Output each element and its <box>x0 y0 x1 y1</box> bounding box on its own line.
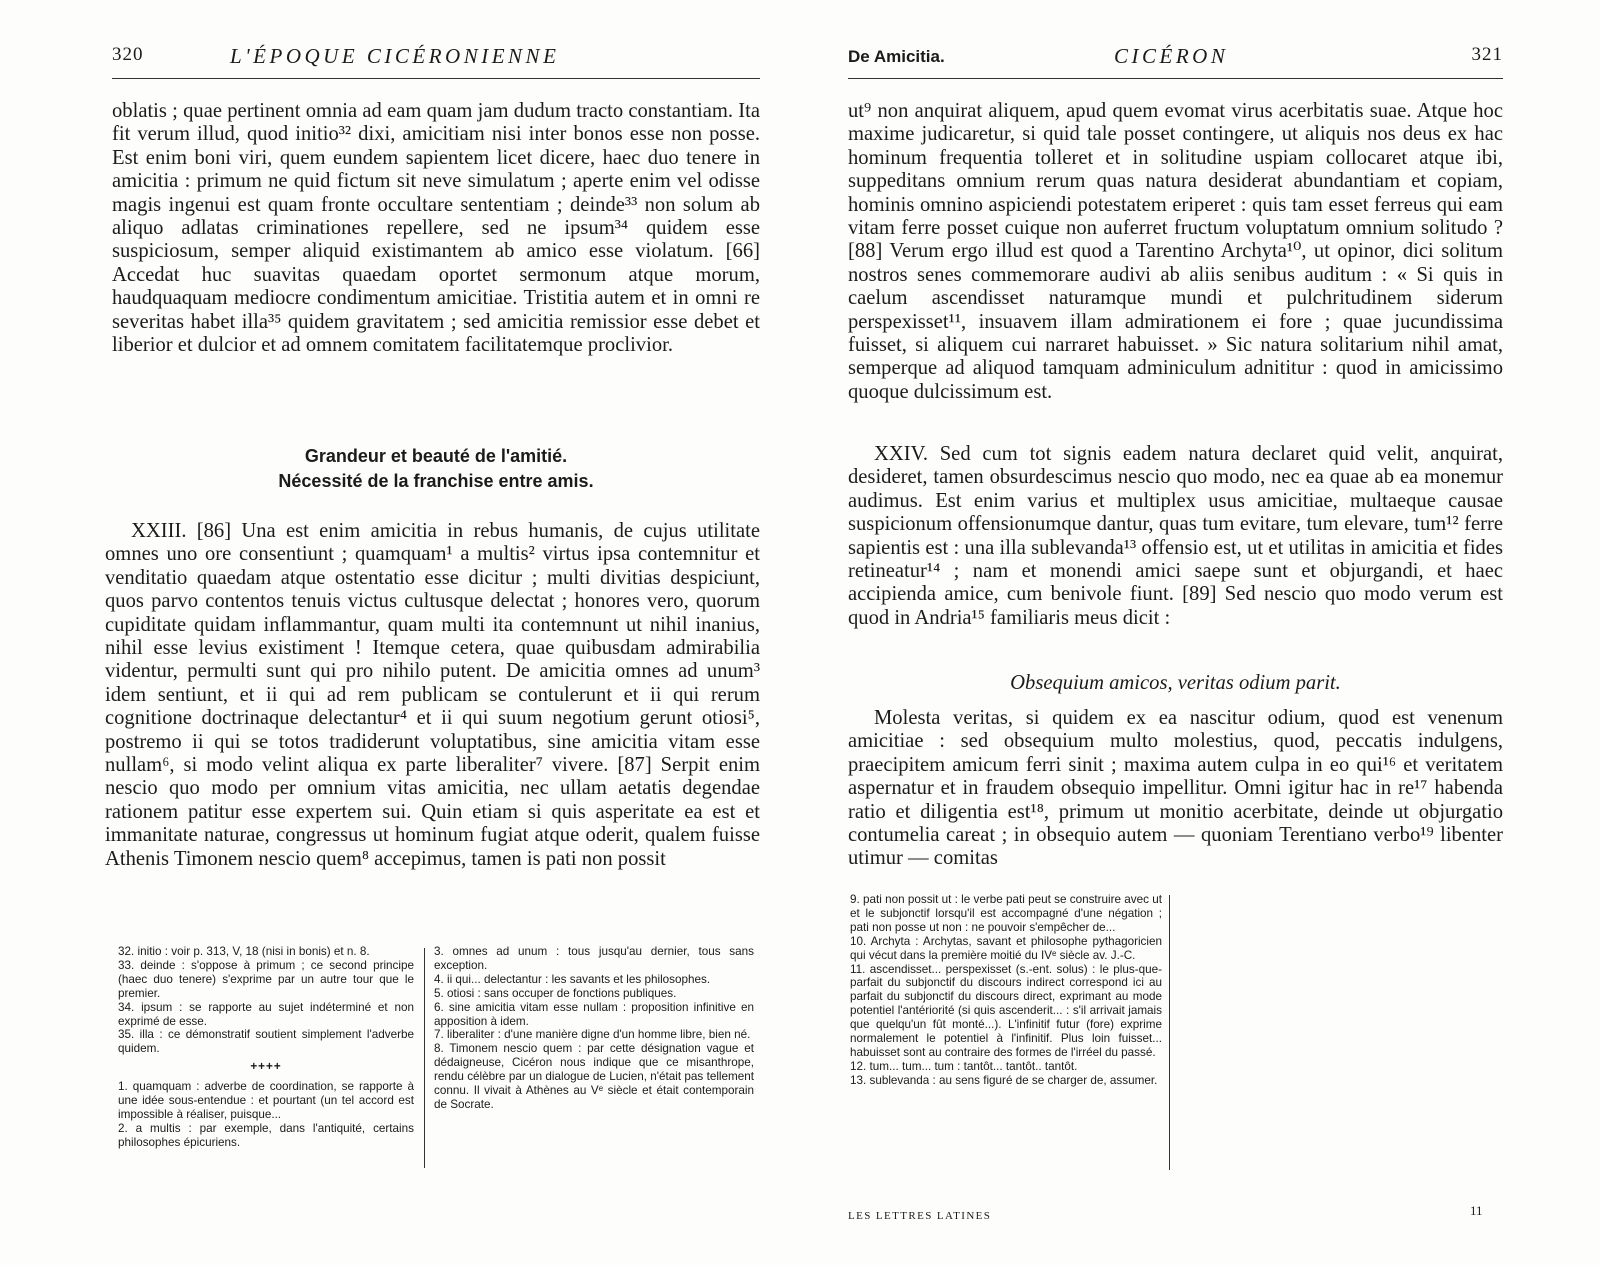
right-notes-col1 <box>850 893 1162 1088</box>
footnote: 12. tum... tum... tum : tantôt... tantôt.. tantôt. <box>850 1059 1078 1073</box>
footnote: 9. pati non possit ut : le verbe pati peut se construire avec ut et le subjonctif lorsqu'il est accompagné d'une négation ; pati non posse ut non : ne pouvoir s'empêcher de... <box>850 893 1162 934</box>
footnote: 10. Archyta : Archytas, savant et philosophe pythagoricien qui vécut dans la première moitié du IVᵉ siècle av. J.-C. <box>850 934 1162 962</box>
footer-series-title: LES LETTRES LATINES <box>848 1210 992 1222</box>
left-opening-text <box>112 100 760 357</box>
left-running-head <box>112 42 760 79</box>
footnote: 5. otiosi : sans occuper de fonctions publiques. <box>434 986 677 1000</box>
right-main-text-2 <box>848 443 1503 630</box>
right-main-text-3 <box>848 707 1503 871</box>
footnote: 35. illa : ce démonstratif soutient simplement l'adverbe quidem. <box>118 1028 414 1056</box>
right-page <box>800 0 1600 1265</box>
footnote: 33. deinde : s'oppose à primum ; ce second principe (haec duo tenere) s'exprime par un autre tour que le premier. <box>118 958 414 1000</box>
chapter-xxiii-paragraph: XXIII. [86] Una est enim amicitia in rebus humanis, de cujus utilitate omnes uno ore consentiunt ; quamquam¹ a multis² virtus ipsa contemnitur et venditatio quaedam atque ostentatio esse dicitur ; multi divitias despiciunt, quos parvo contentos tenuis victus cultusque delectat ; honores vero, quorum cupiditate quidam inflammantur, quam multi ita contemnunt ut nihil inanius, nihil esse levius existiment ! Itemque cetera, quae quibusdam admirabilia videntur, permulti sunt qui pro nihilo putent. De amicitia omnes ad unum³ idem sentiunt, et ii qui ad rem publicam se contulerunt et ii qui rerum cognitione doctrinaque delectantur⁴ et ii qui suum negotium gerunt otiosi⁵, postremo ii qui se totos tradiderunt voluptatibus, sine amicitia vitam esse nullam⁶, si modo velint aliqua ex parte liberaliter⁷ vivere. [87] Serpit enim nescio quo modo per omnium vitas amicitia, nec ullam aetatis degendae rationem patitur esse expertem sui. Quin etiam si quis asperitate ea est et immanitate naturae, congressus ut hominum fugiat atque oderit, qualem fuisse Athenis Timonem nescio quem⁸ accepimus, tamen is pati non possit <box>105 520 760 870</box>
left-chapter-text <box>105 520 760 871</box>
footnote: 6. sine amicitia vitam esse nullam : proposition infinitive en apposition à idem. <box>434 1000 754 1028</box>
left-running-title: L'ÉPOQUE CICÉRONIENNE <box>230 44 560 68</box>
right-main-text-1 <box>848 100 1503 404</box>
right-running-title: CICÉRON <box>1114 44 1229 68</box>
signature-mark: 11 <box>1470 1203 1483 1218</box>
terence-quote: Obsequium amicos, veritas odium parit. <box>1010 672 1341 694</box>
left-page-number: 320 <box>112 44 144 65</box>
left-notes-divider <box>424 948 425 1168</box>
left-notes-col2 <box>434 945 754 1112</box>
right-page-number: 321 <box>1471 44 1503 65</box>
right-notes-divider <box>1169 895 1170 1170</box>
section-heading-line2: Nécessité de la franchise entre amis. <box>278 471 594 491</box>
opening-paragraph: oblatis ; quae pertinent omnia ad eam quam jam dudum tracto constantiam. Ita fit verum illud, quod initio³² dixi, amicitiam nisi inter bonos esse non posse. Est enim boni viri, quem eundem sapientem licet dicere, haec duo tenere in amicitia : primum ne quid fictum sit neve simulatum ; aperte enim vel odisse magis ingenui est quam fronte occultare sententiam ; deinde³³ non solum ab aliquo adlatas criminationes repellere, sed ne ipsum³⁴ quidem esse suspiciosum, semper aliquid existimantem ab amico esse violatum. [66] Accedat huc suavitas quaedam oportet sermonum atque morum, haudquaquam mediocre condimentum amicitiae. Tristitia autem et in omni re severitas habet illa³⁵ quidem gravitatem ; sed amicitia remissior esse debet et liberior et dulcior et ad omnem comitatem facilitatemque proclivior. <box>112 100 760 357</box>
footnote: 2. a multis : par exemple, dans l'antiquité, certains philosophes épicuriens. <box>118 1121 414 1149</box>
footnote: 4. ii qui... delectantur : les savants et les philosophes. <box>434 972 711 986</box>
footnote: 3. omnes ad unum : tous jusqu'au dernier, tous sans exception. <box>434 945 754 972</box>
right-paragraph-3: Molesta veritas, si quidem ex ea nascitur odium, quod est venenum amicitiae : sed obsequium multo molestius, quod, peccatis indulgens, praecipitem amicum ferri sinit ; maxima autem culpa in eo qui¹⁶ et veritatem aspernatur et in fraudem obsequio impellitur. Omni igitur hac in re¹⁷ habenda ratio et diligentia est¹⁸, primum ut monitio acerbitate, deinde ut objurgatio contumelia careat ; in obsequio autem — quoniam Terentiano verbo¹⁹ libenter utimur — comitas <box>848 707 1503 870</box>
section-heading <box>112 444 760 494</box>
footnote: 8. Timonem nescio quem : par cette désignation vague et dédaigneuse, Cicéron nous indique que ce misanthrope, rendu célèbre par un dialogue de Lucien, n'était pas tellement connu. Il vivait à Athènes au Vᵉ siècle et était contemporain de Socrate. <box>434 1042 754 1111</box>
left-notes-col1 <box>118 945 414 1150</box>
footnote: 11. ascendisset... perspexisset (s.-ent. solus) : le plus-que-parfait du subjonctif du discours indirect correspond ici au parfait du subjonctif du discours direct, exprimant au mode potentiel l'antériorité (si quis ascenderit... : s'il arrivait jamais que quelqu'un fût monté...). L'infinitif futur (fore) exprime normalement le potentiel à l'infinitif. Plus loin fuisset... habuisset sont au contraire des formes de l'irréel du passé. <box>850 962 1162 1059</box>
footnote: 13. sublevanda : au sens figuré de se charger de, assumer. <box>850 1073 1158 1087</box>
footnote: 32. initio : voir p. 313, V, 18 (nisi in bonis) et n. 8. <box>118 945 370 958</box>
notes-separator: ++++ <box>250 1060 282 1074</box>
footnote: 7. liberaliter : d'une manière digne d'un homme libre, bien né. <box>434 1028 751 1042</box>
footnote: 34. ipsum : se rapporte au sujet indéterminé et non exprimé de esse. <box>118 1000 414 1028</box>
right-running-head <box>848 42 1503 79</box>
chapter-xxiv-paragraph: XXIV. Sed cum tot signis eadem natura declaret quid velit, anquirat, desideret, tamen obsurdescimus nescio quo modo, nec ea quae ab ea monemur audimus. Est enim varius et multiplex usus amicitiae, multaeque causae suspicionum offensionumque dantur, quas tum evitare, tum elevare, tum¹² ferre sapientis est : una illa sublevanda¹³ offensio est, ut et utilitas in amicitia et fides retineatur¹⁴ ; nam et monendi amici saepe sunt et objurgandi, et haec accipienda amice, cum benivole fiunt. [89] Sed nescio quo modo verum est quod in Andria¹⁵ familiaris meus dicit : <box>848 443 1503 629</box>
right-paragraph-1: ut⁹ non anquirat aliquem, apud quem evomat virus acerbitatis suae. Atque hoc maxime judicaretur, si quid tale posset contingere, ut aliquis nos deus ex hac hominum frequentia tolleret et in solitudine uspiam collocaret atque ibi, suppeditans omnium rerum quas natura desiderat abundantiam et copiam, hominis omnino aspiciendi potestatem eriperet : quis tam esset ferreus qui eam vitam ferre posset cuique non auferret fructum voluptatum omnium solitudo ? [88] Verum ergo illud est quod a Tarentino Archyta¹⁰, ut opinor, dici solitum nostros senes commemorare audivi ab aliis senibus auditum : « Si quis in caelum ascendisset naturamque mundi et pulchritudinem siderum perspexisset¹¹, insuavem illam admirationem ei fore ; quae jucundissima fuisset, si aliquem cui narraret habuisset. » Sic natura solitarium nihil amat, semperque ad aliquod tamquam adminiculum adnititur : quod in amicissimo quoque dulcissimum est. <box>848 100 1503 403</box>
right-running-label: De Amicitia. <box>848 47 945 66</box>
footnote: 1. quamquam : adverbe de coordination, se rapporte à une idée sous-entendue : et pourtant (un tel accord est impossible à réaliser, puisque... <box>118 1080 414 1121</box>
section-heading-line1: Grandeur et beauté de l'amitié. <box>304 446 568 466</box>
